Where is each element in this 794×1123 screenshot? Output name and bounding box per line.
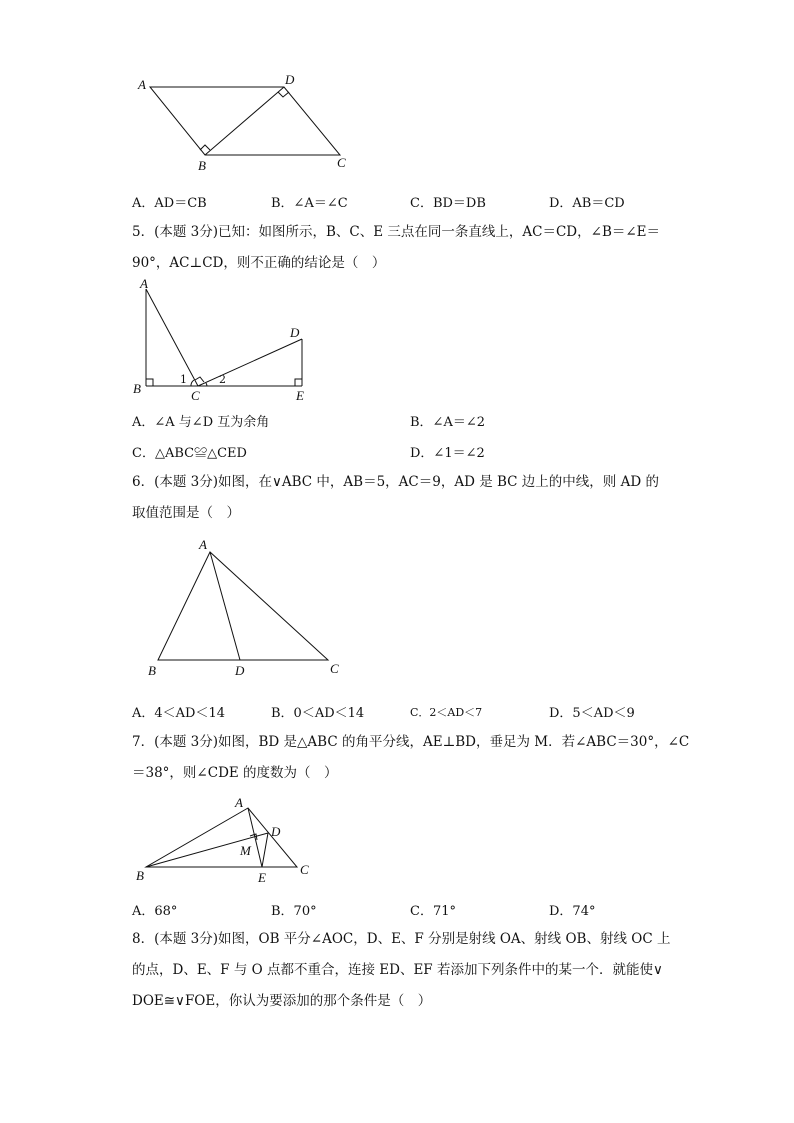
q6-option-d[interactable]: D．5＜AD＜9 bbox=[549, 706, 635, 721]
q7-label-a: A bbox=[235, 795, 243, 810]
q4-label-c: C bbox=[337, 155, 346, 170]
q8-text-line2: 的点，D、E、F 与 O 点都不重合，连接 ED、EF 若添加下列条件中的某一个．就能使∨ bbox=[132, 962, 663, 978]
q7-option-c[interactable]: C．71° bbox=[410, 904, 456, 919]
q6-label-a: A bbox=[199, 537, 207, 552]
q5-label-e: E bbox=[296, 388, 304, 403]
q7-label-m: M bbox=[240, 843, 251, 858]
q6-option-a[interactable]: A．4＜AD＜14 bbox=[132, 706, 226, 721]
q4-label-a: A bbox=[138, 77, 146, 92]
q5-option-d[interactable]: D．∠1＝∠2 bbox=[410, 446, 485, 461]
q7-label-e: E bbox=[258, 870, 266, 885]
q6-label-b: B bbox=[148, 663, 156, 678]
q7-text-line1: 7．(本题 3分)如图，BD 是△ABC 的角平分线，AE⊥BD，垂足为 M．若∠ABC＝30°，∠C bbox=[132, 734, 690, 750]
q5-angle-1-label: 1 bbox=[180, 373, 187, 386]
q5-option-a[interactable]: A．∠A 与∠D 互为余角 bbox=[132, 415, 270, 430]
q4-option-a[interactable]: A．AD＝CB bbox=[132, 196, 207, 211]
q7-option-d[interactable]: D．74° bbox=[549, 904, 596, 919]
q5-option-b[interactable]: B．∠A＝∠2 bbox=[410, 415, 485, 430]
q8-text-line3: DOE≅∨FOE，你认为要添加的那个条件是（ ） bbox=[132, 993, 432, 1009]
q7-option-a[interactable]: A．68° bbox=[132, 904, 178, 919]
q7-label-d: D bbox=[271, 824, 281, 839]
q7-segment-de bbox=[262, 833, 268, 867]
q5-text-line1: 5．(本题 3分)已知：如图所示，B、C、E 三点在同一条直线上，AC＝CD，∠B＝∠E＝ bbox=[132, 224, 661, 240]
q5-label-b: B bbox=[133, 381, 141, 396]
q7-text-line2: ＝38°，则∠CDE 的度数为（ ） bbox=[132, 765, 338, 781]
q6-option-c[interactable]: C．2＜AD＜7 bbox=[410, 706, 483, 719]
q6-label-c: C bbox=[330, 661, 339, 676]
q4-option-c[interactable]: C．BD＝DB bbox=[410, 196, 486, 211]
q6-text-line1: 6．(本题 3分)如图，在∨ABC 中，AB＝5，AC＝9，AD 是 BC 边上的中线，则 AD 的 bbox=[132, 474, 659, 490]
q7-label-b: B bbox=[136, 868, 144, 883]
q5-label-d: D bbox=[290, 325, 300, 340]
q5-label-a: A bbox=[140, 276, 148, 291]
q7-option-b[interactable]: B．70° bbox=[271, 904, 317, 919]
q8-text-line1: 8．(本题 3分)如图，OB 平分∠AOC，D、E、F 分别是射线 OA、射线 OB、射线 OC 上 bbox=[132, 931, 671, 947]
q6-text-line2: 取值范围是（ ） bbox=[132, 505, 240, 521]
q7-label-c: C bbox=[300, 862, 309, 877]
q4-option-d[interactable]: D．AB＝CD bbox=[549, 196, 625, 211]
q5-label-c: C bbox=[191, 388, 200, 403]
q4-option-b[interactable]: B．∠A＝∠C bbox=[271, 196, 348, 211]
q5-angle-2-label: 2 bbox=[219, 373, 226, 386]
q4-label-d: D bbox=[285, 72, 295, 87]
q6-label-d: D bbox=[235, 663, 245, 678]
q5-option-c[interactable]: C．△ABC≌△CED bbox=[132, 446, 247, 461]
q5-text-line2: 90°，AC⊥CD，则不正确的结论是（ ） bbox=[132, 255, 386, 271]
q6-option-b[interactable]: B．0＜AD＜14 bbox=[271, 706, 365, 721]
q4-label-b: B bbox=[198, 158, 206, 173]
